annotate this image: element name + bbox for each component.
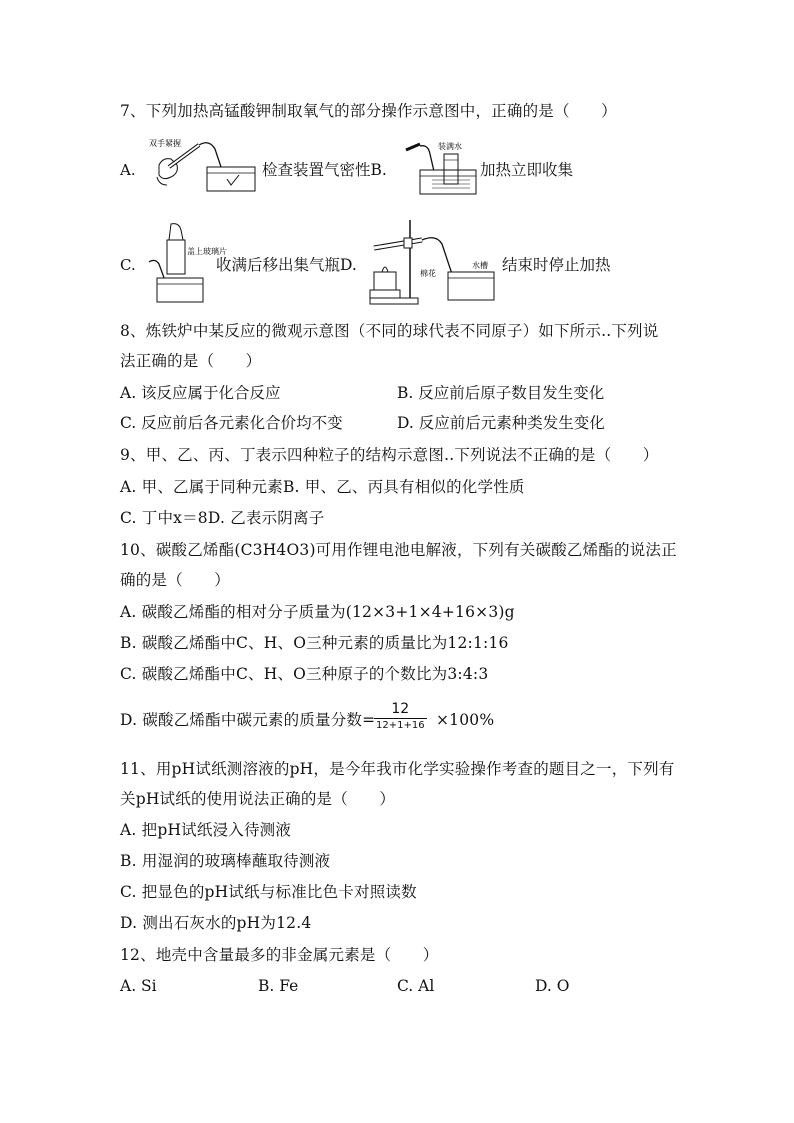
q8-option-d: D. 反应前后元素种类发生变化 — [397, 414, 605, 432]
q8-option-c: C. 反应前后各元素化合价均不变 — [120, 414, 343, 432]
q10-option-c: C. 碳酸乙烯酯中C、H、O三种原子的个数比为3:4:3 — [120, 665, 489, 683]
q10-option-b: B. 碳酸乙烯酯中C、H、O三种元素的质量比为12:1:16 — [120, 634, 509, 652]
q12-options-row — [120, 976, 600, 996]
q7-figure-c-remove-bottle — [147, 222, 227, 304]
q11-option-a: A. 把pH试纸浸入待测液 — [120, 821, 292, 839]
q12-option-c: C. Al — [397, 977, 435, 995]
q7-option-a-caption: 检查装置气密性B. — [262, 161, 387, 179]
q7-option-c-caption: 收满后移出集气瓶D. — [216, 256, 357, 274]
q11-option-c: C. 把显色的pH试纸与标准比色卡对照读数 — [120, 883, 417, 901]
q7-option-c-label: C. — [120, 256, 136, 274]
q10-option-a: A. 碳酸乙烯酯的相对分子质量为(12×3+1×4+16×3)g — [120, 603, 515, 621]
q11-option-b: B. 用湿润的玻璃棒蘸取待测液 — [120, 852, 331, 870]
q12-option-a: A. Si — [120, 977, 157, 995]
q11-stem-line-2: 关pH试纸的使用说法正确的是（ ） — [120, 790, 396, 808]
q8-options-row-2 — [120, 413, 680, 433]
q11-stem-line-1: 11、用pH试纸测溶液的pH，是今年我市化学实验操作考查的题目之一，下列有 — [120, 760, 675, 778]
q12-option-b: B. Fe — [258, 977, 299, 995]
q7-figure-a-tag: 双手紧握 — [149, 139, 181, 148]
q8-option-b: B. 反应前后原子数目发生变化 — [397, 384, 605, 402]
q8-option-a: A. 该反应属于化合反应 — [120, 384, 281, 402]
q7-figure-b-collect — [402, 140, 480, 198]
q8-stem-line-1: 8、炼铁炉中某反应的微观示意图（不同的球代表不同原子）如下所示..下列说 — [120, 322, 659, 340]
q10-option-d-suffix: ×100% — [436, 711, 495, 729]
q7-option-a-label: A. — [120, 161, 136, 179]
q10-option-d-fraction — [374, 700, 427, 733]
q7-option-d-caption: 结束时停止加热 — [502, 256, 611, 274]
q9-options-cd: C. 丁中x＝8D. 乙表示阴离子 — [120, 509, 325, 527]
q7-figure-d-tag-cotton: 棉花 — [420, 269, 436, 278]
q8-options-row-1 — [120, 383, 680, 403]
q9-options-ab: A. 甲、乙属于同种元素B. 甲、乙、丙具有相似的化学性质 — [120, 478, 525, 496]
q7-figure-a-airtightness — [147, 137, 257, 195]
q7-figure-d-tag-trough: 水槽 — [472, 261, 488, 270]
q11-option-d: D. 测出石灰水的pH为12.4 — [120, 914, 312, 932]
q7-option-b-caption: 加热立即收集 — [480, 161, 574, 179]
q7-figure-b-tag: 装满水 — [438, 142, 462, 151]
fraction-numerator: 12 — [391, 701, 410, 717]
fraction-denominator: 12+1+16 — [376, 720, 425, 731]
q7-figure-c-tag: 盖上玻璃片 — [187, 247, 227, 256]
q7-stem: 7、下列加热高锰酸钾制取氧气的部分操作示意图中，正确的是（ ） — [120, 102, 617, 120]
q12-stem: 12、地壳中含量最多的非金属元素是（ ） — [120, 946, 439, 964]
q9-stem: 9、甲、乙、丙、丁表示四种粒子的结构示意图..下列说法不正确的是（ ） — [120, 446, 659, 464]
q8-stem-line-2: 法正确的是（ ） — [120, 352, 262, 370]
q10-stem-line-2: 确的是（ ） — [120, 571, 230, 589]
q10-option-d-prefix: D. 碳酸乙烯酯中碳元素的质量分数= — [120, 711, 376, 729]
q12-option-d: D. O — [535, 977, 570, 995]
q10-stem-line-1: 10、碳酸乙烯酯(C3H4O3)可用作锂电池电解液，下列有关碳酸乙烯酯的说法正 — [120, 541, 677, 559]
q7-figure-d-stop-heating — [368, 218, 496, 306]
